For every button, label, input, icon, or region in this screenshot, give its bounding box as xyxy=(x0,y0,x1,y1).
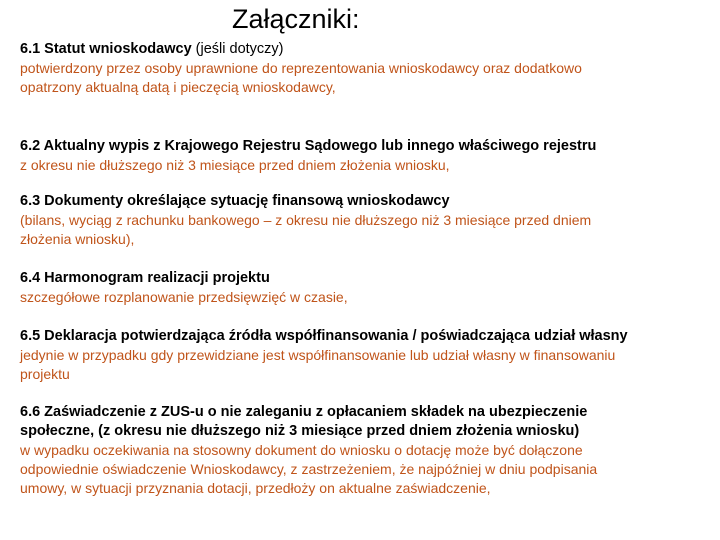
attachment-description-line: projektu xyxy=(20,366,70,382)
attachment-heading xyxy=(20,40,710,59)
attachment-heading-note: (jeśli dotyczy) xyxy=(191,41,284,57)
attachment-heading-line: 6.6 Zaświadczenie z ZUS-u o nie zaleganiu z opłacaniem składek na ubezpieczenie xyxy=(20,404,588,420)
attachment-6-5 xyxy=(20,327,710,384)
attachment-6-6 xyxy=(20,403,710,498)
attachment-description-line: potwierdzony przez osoby uprawnione do reprezentowania wnioskodawcy oraz dodatkowo xyxy=(20,60,582,76)
attachment-description-line: opatrzony aktualną datą i pieczęcią wnioskodawcy, xyxy=(20,79,336,95)
attachment-description-line: w wypadku oczekiwania na stosowny dokument do wniosku o dotację może być dołączone xyxy=(20,442,583,458)
attachment-description-line: szczegółowe rozplanowanie przedsięwzięć w czasie, xyxy=(20,289,348,305)
attachment-heading: 6.5 Deklaracja potwierdzająca źródła współfinansowania / poświadczająca udział własny xyxy=(20,328,628,344)
attachment-6-2 xyxy=(20,137,710,175)
attachment-description-line: jedynie w przypadku gdy przewidziane jest współfinansowanie lub udział własny w finansowaniu xyxy=(20,347,616,363)
attachment-6-4 xyxy=(20,269,710,307)
attachment-heading: 6.2 Aktualny wypis z Krajowego Rejestru Sądowego lub innego właściwego rejestru xyxy=(20,138,597,154)
attachment-heading-text: 6.1 Statut wnioskodawcy xyxy=(20,41,192,57)
attachment-description-line: z okresu nie dłuższego niż 3 miesiące przed dniem złożenia wniosku, xyxy=(20,157,450,173)
attachment-heading: 6.3 Dokumenty określające sytuację finansową wnioskodawcy xyxy=(20,193,450,209)
attachment-description-line: (bilans, wyciąg z rachunku bankowego – z okresu nie dłuższego niż 3 miesiące przed dniem xyxy=(20,212,592,228)
attachment-6-3 xyxy=(20,192,710,249)
attachment-description-line: umowy, w sytuacji przyznania dotacji, przedłoży on aktualne zaświadczenie, xyxy=(20,480,491,496)
attachment-6-1 xyxy=(20,40,710,97)
page-title: Załączniki: xyxy=(232,4,360,34)
attachment-description-line: złożenia wniosku), xyxy=(20,231,135,247)
attachment-heading: 6.4 Harmonogram realizacji projektu xyxy=(20,270,270,286)
attachment-heading-line: społeczne, (z okresu nie dłuższego niż 3 miesiące przed dniem złożenia wniosku) xyxy=(20,423,580,439)
attachment-description-line: odpowiednie oświadczenie Wnioskodawcy, z zastrzeżeniem, że najpóźniej w dniu podpisania xyxy=(20,461,598,477)
